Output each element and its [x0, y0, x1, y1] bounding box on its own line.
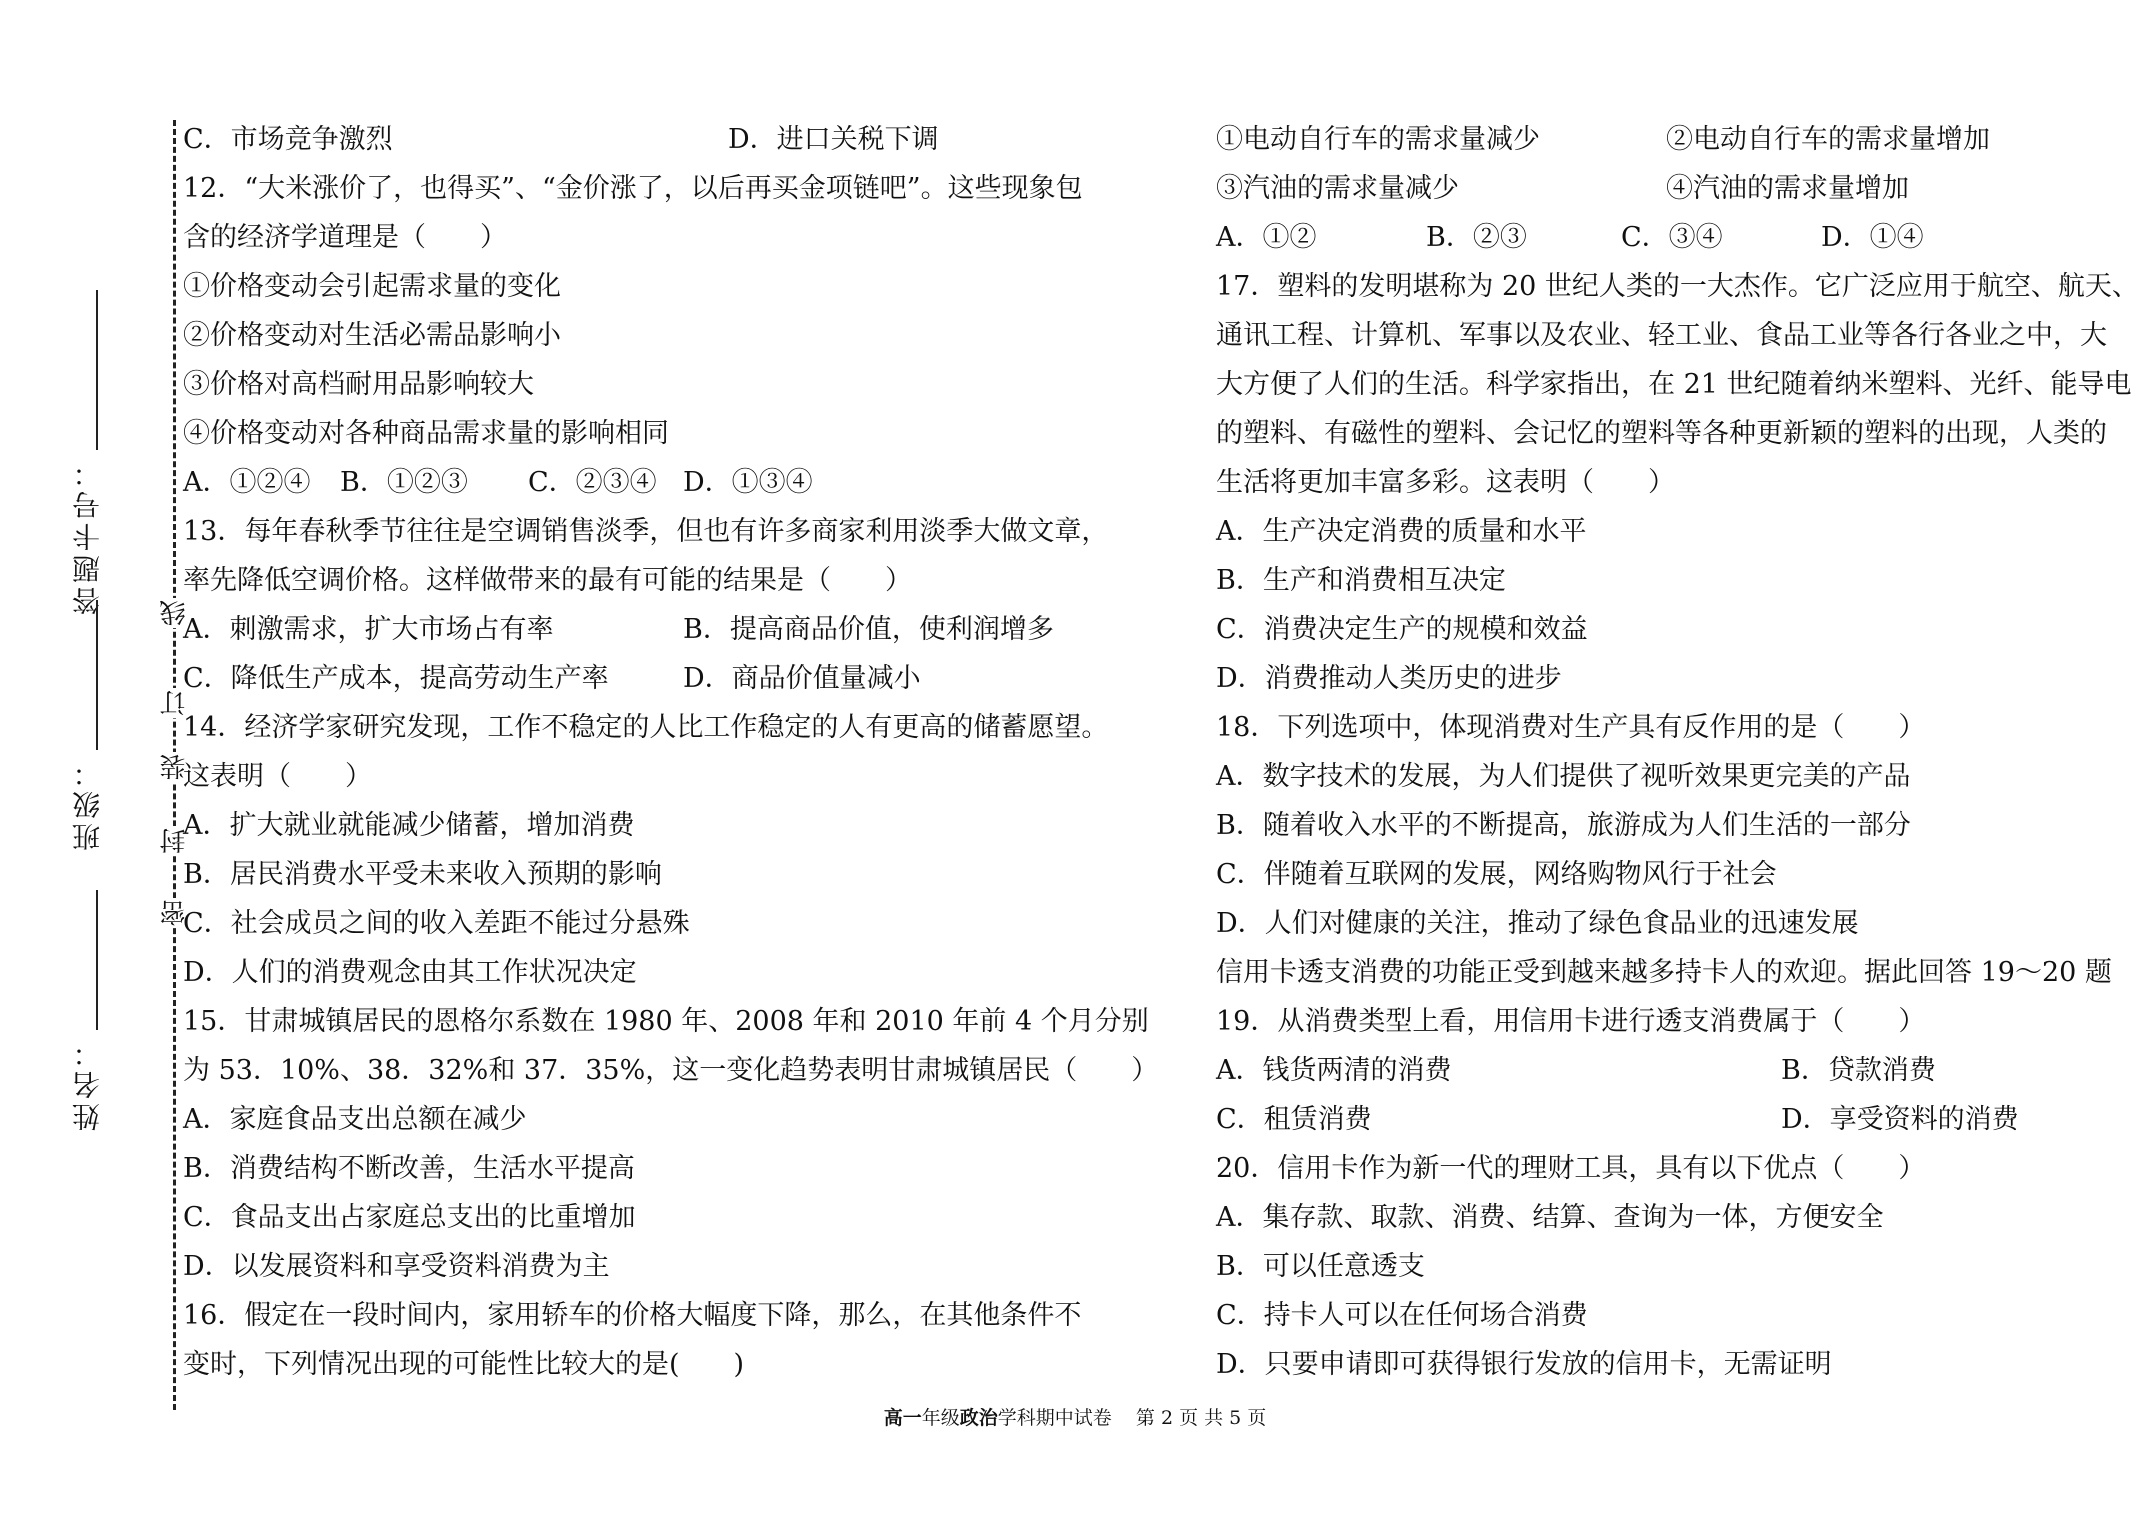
q17-option-b: B．生产和消费相互决定 — [1216, 565, 1506, 596]
name-label: 姓名： — [71, 1035, 104, 1131]
q16-item-3: ③汽油的需求量减少 — [1216, 173, 1459, 204]
q20-option-a: A．集存款、取款、消费、结算、查询为一体，方便安全 — [1216, 1202, 1884, 1233]
q17-stem-line-1: 17．塑料的发明堪称为 20 世纪人类的一大杰作。它广泛应用于航空、航天、 — [1216, 271, 2139, 302]
q15-option-d: D．以发展资料和享受资料消费为主 — [183, 1251, 610, 1282]
q14-option-c: C．社会成员之间的收入差距不能过分悬殊 — [183, 908, 690, 939]
q12-item-3: ③价格对高档耐用品影响较大 — [183, 369, 534, 400]
q16-option-a: A．①② — [1216, 222, 1317, 253]
card-number-label: 答题卡号： — [71, 455, 104, 615]
q11-options-cd — [183, 115, 1053, 164]
class-underline — [96, 600, 98, 750]
footer-page-number: 第 2 页 共 5 页 — [1135, 1407, 1267, 1429]
q14-stem-line-2: 这表明（ ） — [183, 761, 372, 792]
q17-stem-line-5: 生活将更加丰富多彩。这表明（ ） — [1216, 467, 1675, 498]
q16-stem-line-1: 16．假定在一段时间内，家用轿车的价格大幅度下降，那么，在其他条件不 — [183, 1300, 1082, 1331]
q17-option-a: A．生产决定消费的质量和水平 — [1216, 516, 1587, 547]
q12-stem-line-2: 含的经济学道理是（ ） — [183, 222, 507, 253]
q14-option-b: B．居民消费水平受未来收入预期的影响 — [183, 859, 662, 890]
q20-option-b: B．可以任意透支 — [1216, 1251, 1425, 1282]
q17-option-d: D．消费推动人类历史的进步 — [1216, 663, 1562, 694]
q11-option-d: D．进口关税下调 — [728, 124, 939, 155]
q19-options-cd — [1216, 1095, 2076, 1144]
seal-char-ding: 订 — [160, 690, 190, 716]
seal-char-zhuang: 装 — [160, 754, 190, 780]
q14-stem-line-1: 14．经济学家研究发现，工作不稳定的人比工作稳定的人有更高的储蓄愿望。 — [183, 712, 1109, 743]
q12-options — [183, 458, 1053, 507]
q15-option-a: A．家庭食品支出总额在减少 — [183, 1104, 527, 1135]
q18-stem: 18．下列选项中，体现消费对生产具有反作用的是（ ） — [1216, 712, 1926, 743]
q14-option-d: D．人们的消费观念由其工作状况决定 — [183, 957, 637, 988]
footer-grade: 高一 — [883, 1407, 922, 1429]
q16-item-1: ①电动自行车的需求量减少 — [1216, 124, 1540, 155]
name-underline — [96, 890, 98, 1030]
q13-option-a: A．刺激需求，扩大市场占有率 — [183, 614, 554, 645]
q20-option-d: D．只要申请即可获得银行发放的信用卡，无需证明 — [1216, 1349, 1832, 1380]
q14-option-a: A．扩大就业就能减少储蓄，增加消费 — [183, 810, 635, 841]
q18-option-c: C．伴随着互联网的发展，网络购物风行于社会 — [1216, 859, 1777, 890]
q16-item-4: ④汽油的需求量增加 — [1666, 173, 1909, 204]
q13-option-c: C．降低生产成本，提高劳动生产率 — [183, 663, 609, 694]
right-column — [1216, 115, 2139, 1389]
q16-items-12 — [1216, 115, 2076, 164]
seal-char-mi: 密 — [160, 900, 190, 926]
q12-option-a: A．①②④ — [183, 467, 311, 498]
q15-option-c: C．食品支出占家庭总支出的比重增加 — [183, 1202, 636, 1233]
q13-stem-line-2: 率先降低空调价格。这样做带来的最有可能的结果是（ ） — [183, 565, 912, 596]
q17-stem-line-2: 通讯工程、计算机、军事以及农业、轻工业、食品工业等各行各业之中，大 — [1216, 320, 2107, 351]
seal-char-xian: 线 — [160, 600, 190, 626]
q13-options-ab — [183, 605, 1053, 654]
q12-item-1: ①价格变动会引起需求量的变化 — [183, 271, 561, 302]
seal-char-feng: 封 — [160, 828, 190, 854]
card-number-underline — [96, 290, 98, 450]
q13-option-b: B．提高商品价值，使利润增多 — [683, 614, 1054, 645]
q19-option-b: B．贷款消费 — [1781, 1055, 1936, 1086]
q19-option-d: D．享受资料的消费 — [1781, 1104, 2019, 1135]
q12-option-d: D．①③④ — [683, 467, 813, 498]
q18-option-d: D．人们对健康的关注，推动了绿色食品业的迅速发展 — [1216, 908, 1859, 939]
q17-stem-line-3: 大方便了人们的生活。科学家指出，在 21 世纪随着纳米塑料、光纤、能导电 — [1216, 369, 2132, 400]
q18-option-b: B．随着收入水平的不断提高，旅游成为人们生活的一部分 — [1216, 810, 1911, 841]
q12-item-2: ②价格变动对生活必需品影响小 — [183, 320, 561, 351]
q16-option-c: C．③④ — [1621, 222, 1723, 253]
left-column — [183, 115, 1159, 1389]
class-label: 班级： — [71, 755, 104, 851]
q19-20-intro: 信用卡透支消费的功能正受到越来越多持卡人的欢迎。据此回答 19～20 题 — [1216, 957, 2112, 988]
q12-item-4: ④价格变动对各种商品需求量的影响相同 — [183, 418, 669, 449]
q13-option-d: D．商品价值量减小 — [683, 663, 921, 694]
q16-option-d: D．①④ — [1821, 222, 1924, 253]
q17-option-c: C．消费决定生产的规模和效益 — [1216, 614, 1588, 645]
binding-margin — [0, 0, 190, 1518]
q12-option-b: B．①②③ — [340, 467, 468, 498]
q20-option-c: C．持卡人可以在任何场合消费 — [1216, 1300, 1588, 1331]
q12-option-c: C．②③④ — [528, 467, 657, 498]
footer-exam-title: 学科期中试卷 — [997, 1407, 1112, 1429]
q19-option-c: C．租赁消费 — [1216, 1104, 1372, 1135]
q16-items-34 — [1216, 164, 2076, 213]
q19-options-ab — [1216, 1046, 2076, 1095]
q11-option-c: C．市场竞争激烈 — [183, 124, 393, 155]
footer-subject: 政治 — [959, 1407, 998, 1429]
q16-item-2: ②电动自行车的需求量增加 — [1666, 124, 1990, 155]
q20-stem: 20．信用卡作为新一代的理财工具，具有以下优点（ ） — [1216, 1153, 1926, 1184]
q15-stem-line-2: 为 53．10%、38．32%和 37．35%，这一变化趋势表明甘肃城镇居民（ ） — [183, 1055, 1159, 1086]
q13-stem-line-1: 13．每年春秋季节往往是空调销售淡季，但也有许多商家利用淡季大做文章， — [183, 516, 1109, 547]
q18-option-a: A．数字技术的发展，为人们提供了视听效果更完美的产品 — [1216, 761, 1911, 792]
q13-options-cd — [183, 654, 1053, 703]
q16-options — [1216, 213, 2076, 262]
q16-option-b: B．②③ — [1426, 222, 1527, 253]
q16-stem-line-2: 变时，下列情况出现的可能性比较大的是( ) — [183, 1349, 745, 1380]
q15-option-b: B．消费结构不断改善，生活水平提高 — [183, 1153, 635, 1184]
footer-grade-suffix: 年级 — [921, 1407, 960, 1429]
q19-stem: 19．从消费类型上看，用信用卡进行透支消费属于（ ） — [1216, 1006, 1926, 1037]
q12-stem-line-1: 12．“大米涨价了，也得买”、“金价涨了，以后再买金项链吧”。这些现象包 — [183, 173, 1083, 204]
page-footer — [0, 1403, 2150, 1430]
q19-option-a: A．钱货两清的消费 — [1216, 1055, 1452, 1086]
q15-stem-line-1: 15．甘肃城镇居民的恩格尔系数在 1980 年、2008 年和 2010 年前 4 个月分别 — [183, 1006, 1149, 1037]
q17-stem-line-4: 的塑料、有磁性的塑料、会记忆的塑料等各种更新颖的塑料的出现，人类的 — [1216, 418, 2107, 449]
